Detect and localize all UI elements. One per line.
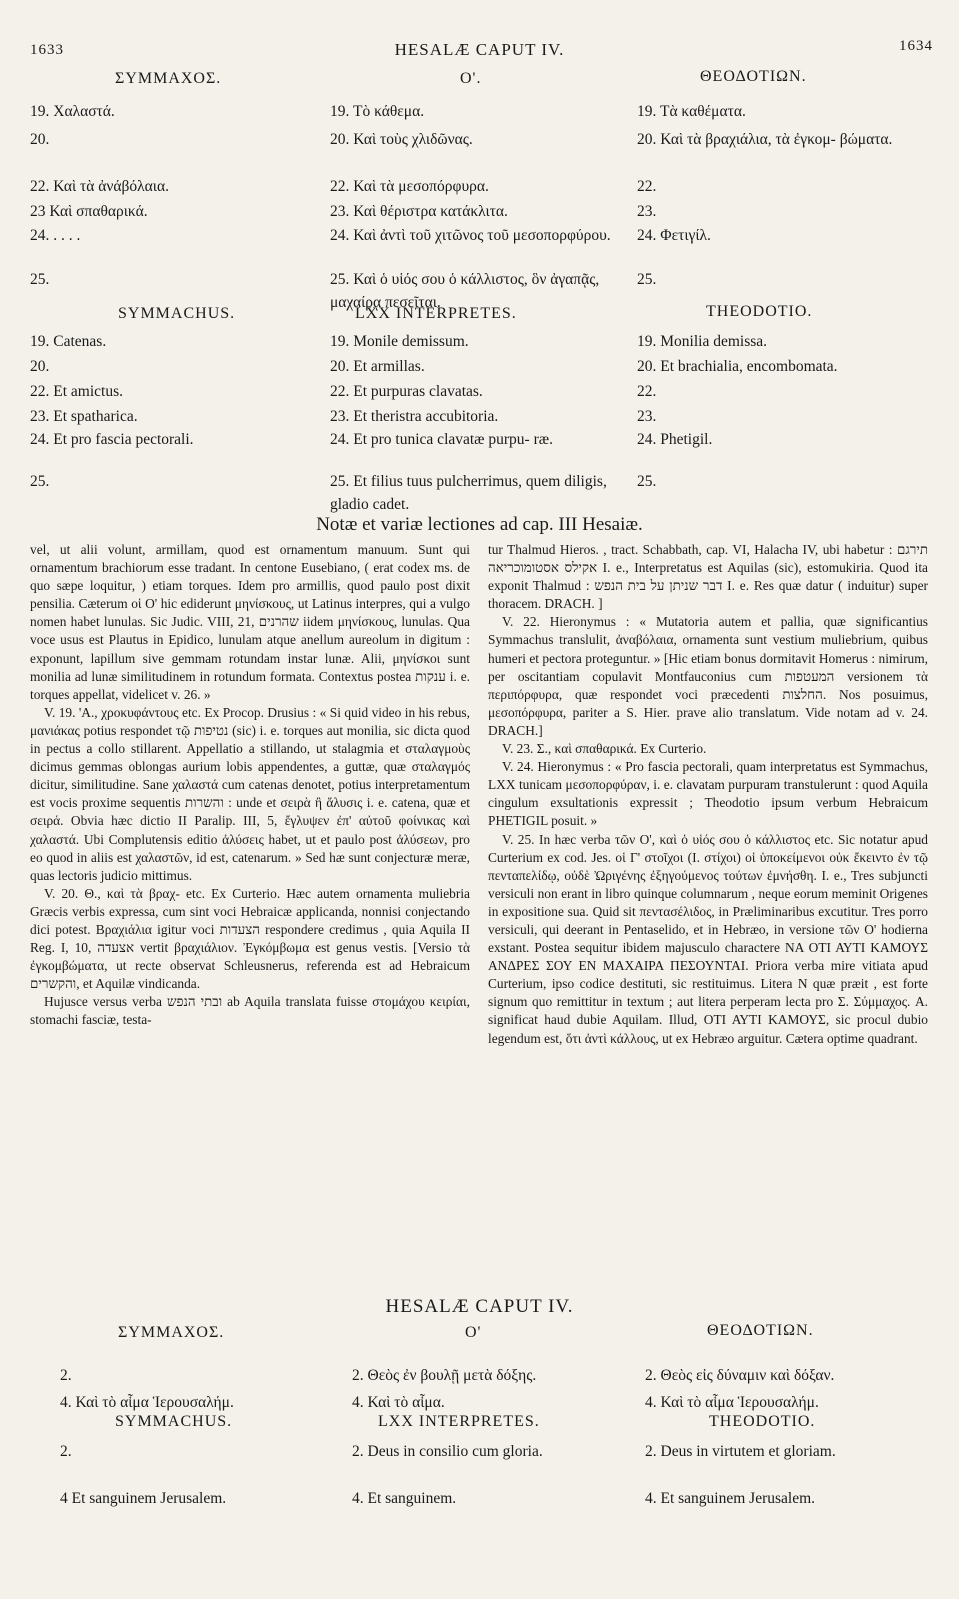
verse-line: 19. Catenas. [30, 333, 107, 350]
verse-line: 20. Καὶ τοὺς χλιδῶνας. [330, 131, 473, 148]
note-paragraph: V. 19. 'Α., χροκυφάντους etc. Ex Procop. Drusius : « Si quid video in his rebus, μανιάκας potius respondet τῷ נטיפות (sic) i. e. torques aut monilia, sic dicta quod in pectus a collo stillarent. Appellatio a stillando, ut stalagmia et σταλαγμοὺς dicimus gemmas oblongas aurium lobis appendentes, a guttæ, quæ σταλαγμός dicitur, similitudine. Sane χαλαστά cum catenas denotet, potius interpretamentum est vocis proxime sequentis והשרות : unde et σειρὰ ἢ ἅλυσις i. e. catena, quæ et σειρά. Obvia hæc dictio II Paralip. III, 5, ἔγλυψεν ἐπ' αὐτοῦ φοίνικας καὶ χαλαστά. Ubi Complutensis editio ἀλύσεις habet, ut et paulo post ἀλύσεων, pro eo quod in aliis est χαλαστῶν, id est, catenarum. » Sed hæ sunt conjecturæ meræ, quas lectoris judicio mittimus. [30, 704, 470, 883]
note-paragraph: V. 22. Hieronymus : « Mutatoria autem et pallia, quæ significantius Symmachus translulit, ἀναβόλαια, ornamenta sunt vestium muliebrium, quibus humeri et pectora proteguntur. » [Hic etiam bonus dormitavit Homerus : nimirum, per oscitantiam copulavit Montfauconius cum המעטפות versionem τὰ περιπόρφυρα, quæ respondet voci præcedenti החלצות. Nos posuimus, μεσοπόρφυρα, pariter a S. Hier. prave alio translatum. Vide notam ad v. 24. DRACH.] [488, 614, 928, 738]
notes-right-column [488, 541, 928, 1288]
chapter-title: HESALÆ CAPUT IV. [385, 1296, 574, 1317]
verse-line: 22. Καὶ τὰ ἀνάβόλαια. [30, 178, 169, 195]
verse-line: 25. [30, 473, 50, 490]
verse-line: 19. Τὸ κάθεμα. [330, 103, 425, 120]
greek-head-symmachus: ΣΥΜΜΑΧΟΣ. [118, 1324, 225, 1341]
latin-head-theodotio: THEODOTIO. [709, 1413, 816, 1430]
verse-line: 2. Θεὸς εἰς δύναμιν καὶ δόξαν. [645, 1367, 835, 1384]
note-paragraph: V. 23. Σ., καὶ σπαθαρικά. Ex Curterio. [502, 741, 707, 757]
latin-head-theodotio: THEODOTIO. [706, 303, 813, 320]
verse-line: 4. Et sanguinem. [352, 1490, 457, 1507]
verse-line: 24. Phetigil. [637, 431, 713, 448]
latin-head-lxx: LXX INTERPRETES. [355, 305, 517, 322]
verse-line: 24. Καὶ ἀντὶ τοῦ χιτῶνος τοῦ μεσοπορφύρου. [330, 227, 611, 244]
note-paragraph: tur Thalmud Hieros. , tract. Schabbath, cap. VI, Halacha IV, ubi habetur : תירגם אקילס אסטומוכריאה I. e., Interpretatus est Aquilas (sic), estomukiria. Quod ita exponit Thalmud : דבר שניתן על בית הנפש I. e. Res quæ datur ( induitur) super thoracem. DRACH. ] [488, 542, 928, 612]
verse-line: 20. Et brachialia, encombomata. [637, 358, 838, 375]
verse-line: 22. [637, 178, 657, 195]
verse-line: 19. Monile demissum. [330, 333, 469, 350]
verse-line: 23. Et theristra accubitoria. [330, 408, 499, 425]
note-paragraph: Hujusce versus verba ובתי הנפש ab Aquila translata fuisse στομάχου κειρίαι, stomachi fasciæ, testa- [30, 994, 470, 1028]
verse-line: 4. Καὶ τὸ αἷμα Ἱερουσαλήμ. [645, 1394, 819, 1411]
verse-line: 4. Et sanguinem Jerusalem. [645, 1490, 816, 1507]
verse-line: 4. Καὶ τὸ αἷμα Ἱερουσαλήμ. [60, 1394, 234, 1411]
verse-line: 2. Θεὸς ἐν βουλῇ μετὰ δόξης. [352, 1367, 537, 1384]
verse-line: 24. Et pro fascia pectorali. [30, 431, 194, 448]
latin-head-symmachus: SYMMACHUS. [115, 1413, 233, 1430]
verse-line: 25. [637, 473, 657, 490]
verse-line: 24. Φετιγίλ. [637, 227, 711, 244]
verse-line: 2. [60, 1443, 72, 1460]
verse-line: 19. Χαλαστά. [30, 103, 115, 120]
greek-head-theodotion: ΘΕΟΔΟΤΙΩΝ. [707, 1322, 814, 1339]
verse-line: 25. Et filius tuus pulcherrimus, quem diligis, gladio cadet. [330, 473, 607, 513]
greek-head-symmachus: ΣΥΜΜΑΧΟΣ. [115, 70, 222, 87]
verse-line: 23. Et spatharica. [30, 408, 138, 425]
verse-line: 20. Et armillas. [330, 358, 425, 375]
verse-line: 23. Καὶ θέριστρα κατάκλιτα. [330, 203, 508, 220]
note-paragraph: V. 24. Hieronymus : « Pro fascia pectorali, quam interpretatus est Symmachus, LXX tunicam μεσοπορφύραν, i. e. clavatam purpuram transtulerunt : quod Aquila cingulum exsultationis expressit ; Theodotio ipsum verbum Hebraicum PHETIGIL posuit. » [488, 759, 928, 829]
verse-line: 20. Καὶ τὰ βραχιάλια, τὰ ἐγκομ- βώματα. [637, 131, 893, 148]
verse-line: 24. Et pro tunica clavatæ purpu- ræ. [330, 431, 553, 448]
notes-left-column [30, 541, 470, 1288]
verse-line: 22. Et purpuras clavatas. [330, 383, 483, 400]
verse-line: 20. [30, 131, 50, 148]
verse-line: 4. Καὶ τὸ αἷμα. [352, 1394, 445, 1411]
verse-line: 20. [30, 358, 50, 375]
verse-line: 22. Et amictus. [30, 383, 123, 400]
verse-line: 25. Καὶ ὁ υἱός σου ὁ κάλλιστος, ὃν ἀγαπᾷς, μαχαίρᾳ πεσεῖται. [330, 271, 600, 311]
page-number-right: 1634 [899, 38, 933, 54]
notes-title: Notæ et variæ lectiones ad cap. III Hesaiæ. [316, 514, 643, 535]
verse-line: 22. [637, 383, 657, 400]
verse-line: 2. [60, 1367, 72, 1384]
note-paragraph: V. 20. Θ., καὶ τὰ βραχ- etc. Ex Curterio. Hæc autem ornamenta muliebria Græcis verbis expressa, cum sint voci Hebraicæ applicanda, nonnisi conjectando dici potest. Βραχιάλια igitur voci הצעדות respondere credimus , quia Aquila II Reg. I, 10, אצעדה vertit βραχιάλιον. Ἐγκόμβωμα est genus vestis. [Versio τὰ ἐγκομβώματα, ut recte observat Schleusnerus, referenda est ad Hebraicum והקשרים, et Aquilæ vindicanda. [30, 885, 470, 992]
verse-line: 25. [30, 271, 50, 288]
page-number-left: 1633 [30, 42, 64, 58]
greek-head-theodotion: ΘΕΟΔΟΤΙΩΝ. [700, 68, 807, 85]
verse-line: 23. [637, 408, 657, 425]
latin-head-symmachus: SYMMACHUS. [118, 305, 236, 322]
verse-line: 4 Et sanguinem Jerusalem. [60, 1490, 227, 1507]
running-title: HESALÆ CAPUT IV. [394, 40, 565, 59]
latin-head-lxx: LXX INTERPRETES. [378, 1413, 540, 1430]
note-paragraph: vel, ut alii volunt, armillam, quod est ornamentum manuum. Sunt qui ornamentum brachiorum esse tradant. In centone Eusebiano, ( erat codex ms. de quo sæpe loquitur, ) etiam torques. Idem pro armillis, quod paulo post dixit pensilia. Cæterum οἱ Ο' hic ediderunt μηνίσκους, ut Latinus interpres, qui a vulgo nomen habet lunulas. Sic Judic. VIII, 21, שהרנים iidem μηνίσκους, lunulas. Qua voce usus est Plautus in Epidico, lunulam atque anellum aureolum in digitum : exponunt, lapillum sive gemmam rotundam instar lunæ. Alii, μηνίσκοι sunt monilia ad lunæ similitudinem in rotundum formata. Contextus postea ענקות i. e. torques appellat, videlicet v. 26. » [30, 542, 470, 702]
verse-line: 19. Monilia demissa. [637, 333, 768, 350]
greek-head-lxx: Ο'. [460, 70, 482, 87]
verse-line: 24. . . . . [30, 227, 81, 244]
verse-line: 2. Deus in virtutem et gloriam. [645, 1443, 836, 1460]
greek-head-lxx: Ο' [465, 1324, 482, 1341]
verse-line: 22. Καὶ τὰ μεσοπόρφυρα. [330, 178, 489, 195]
note-paragraph: V. 25. In hæc verba τῶν Ο', καὶ ὁ υἱός σου ὁ κάλλιστος etc. Sic notatur apud Curterium ex cod. Jes. οἱ Γ' στοῖχοι (I. στίχοι) οἱ ὑποκείμενοι οὐκ ἔκειντο ἐν τῷ πενταπελίδῳ, οὐδὲ Ὠριγένης ἐξηγούμενος τούτων ἐμνήσθη. I. e., Tres subjuncti versiculi non erant in libro quinque columnarum , neque eorum meminit Origenes in expositione sua. Quid sit πεντασέλιδος, in Præliminaribus excutitur. Tres porro versiculi, qui deerant in Pentaselido, et in Hebræo, in versione τῶν Ο' hodierna exstant. Postea sequitur ibidem majusculo charactere ΝΑ ΟΤΙ ΑΥΤΙ ΚΑΜΟΥΣ ΑΝΔΡΕΣ ΣΟΥ ΕΝ ΜΑΧΑΙΡΑ ΠΕΣΟΥΝΤΑΙ. Priora verba mire vitiata apud Curterium, ipso codice destituti, sic restituimus. Litera N quæ præit , est forte signum quo remittitur in textum ; aut litera perperam lecta pro Σ. Σύμμαχος. A. significat haud dubie Aquilam. Illud, ΟΤΙ ΑΥΤΙ ΚΑΜΟΥΣ, sic procul dubio legendum est, ὅτι ἀντὶ κάλλους, ut ex Hebræo arguitur. Cætera optime quadrant. [488, 831, 928, 1046]
verse-line: 2. Deus in consilio cum gloria. [352, 1443, 543, 1460]
verse-line: 23. [637, 203, 657, 220]
verse-line: 23 Καὶ σπαθαρικά. [30, 203, 148, 220]
verse-line: 19. Τὰ καθέματα. [637, 103, 746, 120]
verse-line: 25. [637, 271, 657, 288]
